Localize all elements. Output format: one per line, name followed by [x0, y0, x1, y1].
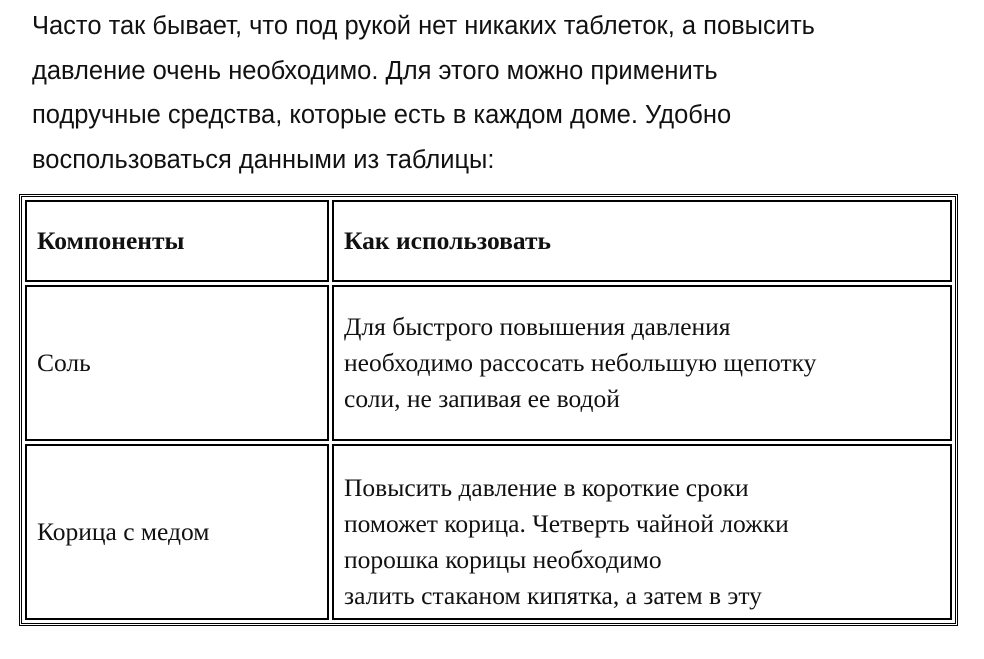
- usage-line: порошка корицы необходимо: [344, 545, 662, 575]
- intro-line: давление очень необходимо. Для этого можно применить: [32, 56, 718, 85]
- header-usage: Как использовать: [332, 200, 952, 282]
- remedies-table-frame: [19, 194, 958, 626]
- intro-paragraph: [32, 4, 952, 182]
- usage-cell: [332, 285, 952, 441]
- intro-line: подручные средства, которые есть в каждом доме. Удобно: [32, 101, 732, 129]
- usage-line: Повысить давление в короткие сроки: [344, 473, 749, 503]
- usage-line: соли, не запивая ее водой: [344, 384, 620, 414]
- usage-line: необходимо рассосать небольшую щепотку: [344, 348, 817, 378]
- header-components: Компоненты: [25, 200, 329, 282]
- usage-line: залить стаканом кипятка, а затем в эту: [344, 581, 762, 611]
- usage-line: поможет корица. Четверть чайной ложки: [344, 509, 789, 539]
- table-header-row: [25, 200, 952, 282]
- table-row: [25, 444, 952, 620]
- component-cell: Корица с медом: [25, 444, 329, 620]
- usage-line: Для быстрого повышения давления: [344, 312, 731, 342]
- intro-line: воспользоваться данными из таблицы:: [32, 145, 495, 174]
- component-cell: Соль: [25, 285, 329, 441]
- remedies-table: [22, 197, 955, 623]
- usage-cell: [332, 444, 952, 620]
- intro-line: Часто так бывает, что под рукой нет никаких таблеток, а повысить: [32, 12, 815, 40]
- table-row: [25, 285, 952, 441]
